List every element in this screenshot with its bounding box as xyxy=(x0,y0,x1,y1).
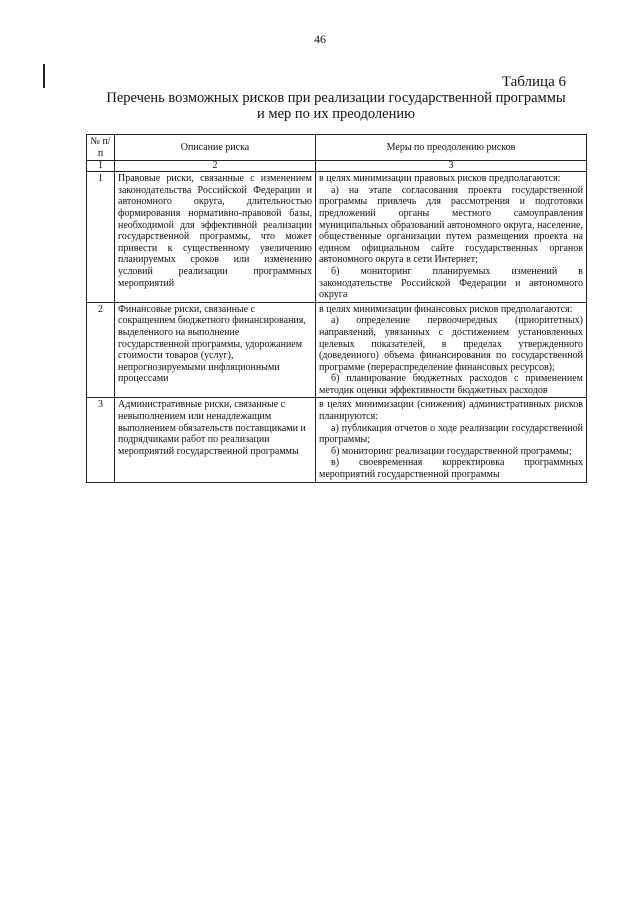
table-label: Таблица 6 xyxy=(501,74,566,90)
risk-description: Административные риски, связанные с невыполнением или ненадлежащим выполнением обязательств поставщиками и подрядчиками работ по реализации мероприятий государственной программы xyxy=(115,398,316,482)
measure-item: а) на этапе согласования проекта государственной программы привлечь для рассмотрения и подготовки предложений органы местного самоуправления муниципальных образований автономного округа, население, общественные организации путем размещения проекта на едином официальном сайте государственных органов автономного округа в сети Интернет; xyxy=(319,184,583,266)
risk-measures xyxy=(316,398,587,482)
header-measures: Меры по преодолению рисков xyxy=(316,135,587,161)
header-description: Описание риска xyxy=(115,135,316,161)
column-number-row xyxy=(87,161,587,172)
table-header-row xyxy=(87,135,587,161)
risk-description: Правовые риски, связанные с изменением законодательства Российской Федерации и автономного округа, длительностью формирования нормативно-правовой базы, необходимой для эффективной реализации государственной программы, что может привести к существенному увеличению планируемых сроков или изменению условий реализации программных мероприятий xyxy=(115,172,316,303)
measure-item: б) планирование бюджетных расходов с применением методик оценки эффективности бюджетных расходов xyxy=(319,373,583,396)
measure-item: в) своевременная корректировка программных мероприятий государственной программы xyxy=(319,457,583,481)
risk-measures xyxy=(316,302,587,398)
measure-item: б) мониторинг реализации государственной программы; xyxy=(331,445,572,457)
risk-measures xyxy=(316,172,587,303)
measures-intro: в целях минимизации (снижения) административных рисков планируются: xyxy=(319,399,583,423)
title-line-1: Перечень возможных рисков при реализации государственной программы xyxy=(106,90,566,106)
column-number-2: 2 xyxy=(115,161,316,172)
measure-item: а) публикация отчетов о ходе реализации государственной программы; xyxy=(319,422,583,446)
row-num: 2 xyxy=(87,302,115,398)
measures-intro: в целях минимизации правовых рисков предполагаются: xyxy=(319,173,561,185)
measure-item: а) определение первоочередных (приоритетных) направлений, увязанных с достижением установленных целевых показателей, в пределах утвержденного (доведенного) объема финансирования по государственной программе (перераспределение финансовых ресурсов); xyxy=(319,315,583,373)
document-title xyxy=(86,90,586,122)
table-row xyxy=(87,172,587,303)
risk-description: Финансовые риски, связанные с сокращением бюджетного финансирования, выделенного на выполнение государственной программы, удорожанием стоимости товаров (услуг), непрогнозируемыми инфляционными процессами xyxy=(115,302,316,398)
margin-mark xyxy=(43,64,45,88)
column-number-1: 1 xyxy=(87,161,115,172)
measure-item: б) мониторинг планируемых изменений в законодательстве Российской Федерации и автономного округа xyxy=(319,265,583,301)
measures-intro: в целях минимизации финансовых рисков предполагаются: xyxy=(319,303,573,315)
table-row xyxy=(87,398,587,482)
page-number: 46 xyxy=(314,32,326,46)
risks-table xyxy=(86,134,587,483)
row-num: 3 xyxy=(87,398,115,482)
title-line-2: и мер по их преодолению xyxy=(257,106,415,122)
column-number-3: 3 xyxy=(316,161,587,172)
header-num: № п/п xyxy=(87,135,115,161)
row-num: 1 xyxy=(87,172,115,303)
table-row xyxy=(87,302,587,398)
